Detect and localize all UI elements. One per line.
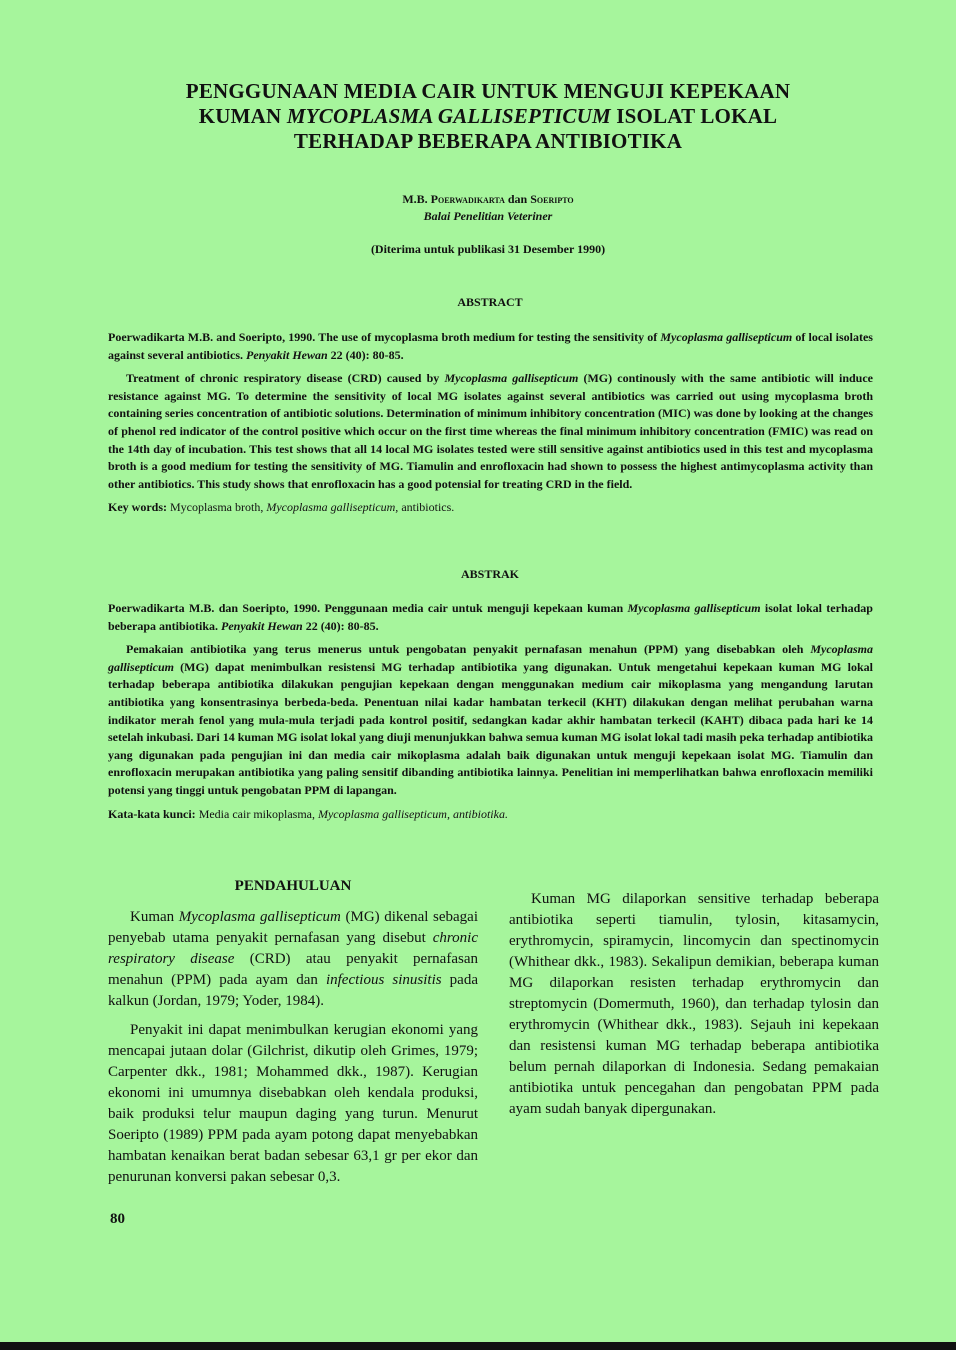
abstrak-keywords: Kata-kata kunci: Media cair mikoplasma, Mycoplasma gallisepticum, antibiotika. <box>108 806 508 821</box>
abstract-citation: Poerwadikarta M.B. and Soeripto, 1990. The use of mycoplasma broth medium for testing the sensitivity of Mycoplasma gallisepticum of local isolates against several antibiotics. Penyakit Hewan 22 (40): 80-85. <box>108 330 873 362</box>
abstrak-heading: ABSTRAK <box>460 567 519 581</box>
abstrak-body: Pemakaian antibiotika yang terus menerus untuk pengobatan penyakit pernafasan menahun (PPM) yang disebabkan oleh Mycoplasma gallisepticum (MG) dapat menimbulkan resistensi MG terhadap antibiotika yang digunakan. Untuk mengetahui kepekaan kuman MG lokal terhadap beberapa antibiotika dilakukan pengujian kepekaan dengan menggunakan medium cair mikoplasma yang mengandung larutan antibiotika yang konsentrasinya berbeda-beda. Penentuan nilai kadar hambatan terkecil (KHT) dilakukan dengan melihat perubahan warna indikator merah fenol yang mula-mula terjadi pada kontrol positif, sedangkan kadar akhir hambatan terkecil (KAHT) dibaca pada hari ke 14 setelah inkubasi. Dari 14 kuman MG isolat lokal yang diuji menunjukkan bahwa semua kuman MG isolat lokal tadi masih peka terhadap antibiotika yang digunakan pada pengujian ini dan media cair mikoplasma adalah baik digunakan untuk menguji kepekaan isolat MG. Tiamulin dan enrofloxacin merupakan antibiotika yang paling sensitif dibanding antibiotika lainnya. Penelitian ini memperlihatkan bahwa enrofloxacin memiliki potensi yang tinggi untuk pengobatan PPM di lapangan. <box>108 642 873 797</box>
column-right <box>509 889 879 1120</box>
author-affiliation: Balai Penelitian Veteriner <box>423 209 553 223</box>
intro-paragraph-3: Kuman MG dilaporkan sensitive terhadap beberapa antibiotika seperti tiamulin, tylosin, kitasamycin, erythromycin, spiramycin, lincomycin dan spectinomycin (Whithear dkk., 1983). Sekalipun demikian, beberapa kuman MG dilaporkan resisten terhadap erythromycin dan streptomycin (Domermuth, 1960), dan terhadap tylosin dan erythromycin (Whithear dkk., 1983). Sejauh ini kepekaan dan resistensi kuman MG terhadap beberapa antibiotika belum pernah dilaporkan di Indonesia. Sedang pemakaian antibiotika untuk pencegahan dan pengobatan PPM pada ayam sudah banyak dipergunakan. <box>509 891 879 1117</box>
abstract-indonesian <box>108 600 873 823</box>
abstract-english <box>108 329 873 517</box>
abstract-body: Treatment of chronic respiratory disease (CRD) caused by Mycoplasma gallisepticum (MG) continously with the same antibiotic will induce resistance against MG. To determine the sensitivity of local MG isolates against several antibiotics was carried out using mycoplasma broth containing series concentration of antibiotic solutions. Determination of minimum inhibitory concentration (MIC) was done by looking at the changes of phenol red indicator of the control positive which occur on the first time whereas the final minimum inhibitory concentration (FMIC) was read on the 14th day of incubation. This test shows that all 14 local MG isolates tested were still sensitive against antibiotics used in this test and mycoplasma broth is a good medium for testing the sensitivity of MG. Tiamulin and enrofloxacin had shown to possess the highest antimycoplasma activity than other antibiotics. This study shows that enrofloxacin has a good potensial for treating CRD in the field. <box>108 371 874 491</box>
abstract-heading: ABSTRACT <box>457 295 523 309</box>
abstract-keywords: Key words: Mycoplasma broth, Mycoplasma gallisepticum, antibiotics. <box>108 500 455 515</box>
abstrak-citation: Poerwadikarta M.B. dan Soeripto, 1990. Penggunaan media cair untuk menguji kepekaan kuman Mycoplasma gallisepticum isolat lokal terhadap beberapa antibiotika. Penyakit Hewan 22 (40): 80-85. <box>108 601 873 633</box>
intro-paragraph-2: Penyakit ini dapat menimbulkan kerugian ekonomi yang mencapai jutaan dolar (Gilchrist, dikutip oleh Grimes, 1979; Carpenter dkk., 1981; Mohammed dkk., 1987). Kerugian ekonomi ini umumnya disebabkan oleh kendala produksi, baik produksi telur maupun daging yang turun. Menurut Soeripto (1989) PPM pada ayam potong dapat menyebabkan hambatan kenaikan berat badan sebesar 63,1 gr per ekor dan penurunan konversi pakan sebesar 0,3. <box>108 1022 478 1185</box>
intro-heading: PENDAHULUAN <box>234 878 352 894</box>
title-line-1: PENGGUNAAN MEDIA CAIR UNTUK MENGUJI KEPEKAAN <box>185 79 791 103</box>
page-number: 80 <box>110 1211 125 1227</box>
title-line-3: TERHADAP BEBERAPA ANTIBIOTIKA <box>293 129 683 153</box>
author-block <box>200 191 776 225</box>
intro-paragraph-1: Kuman Mycoplasma gallisepticum (MG) dikenal sebagai penyebab utama penyakit pernafasan yang disebut chronic respiratory disease (CRD) atau penyakit pernafasan menahun (PPM) pada ayam dan infectious sinusitis pada kalkun (Jordan, 1979; Yoder, 1984). <box>108 909 478 1009</box>
received-date: (Diterima untuk publikasi 31 Desember 1990) <box>370 242 606 256</box>
article-title <box>100 79 876 154</box>
column-left <box>108 876 478 1188</box>
page-bottom-edge <box>0 1342 956 1350</box>
title-line-2: KUMAN MYCOPLASMA GALLISEPTICUM ISOLAT LOKAL <box>198 104 778 128</box>
author-names: M.B. Poerwadikarta dan Soeripto <box>402 192 574 206</box>
